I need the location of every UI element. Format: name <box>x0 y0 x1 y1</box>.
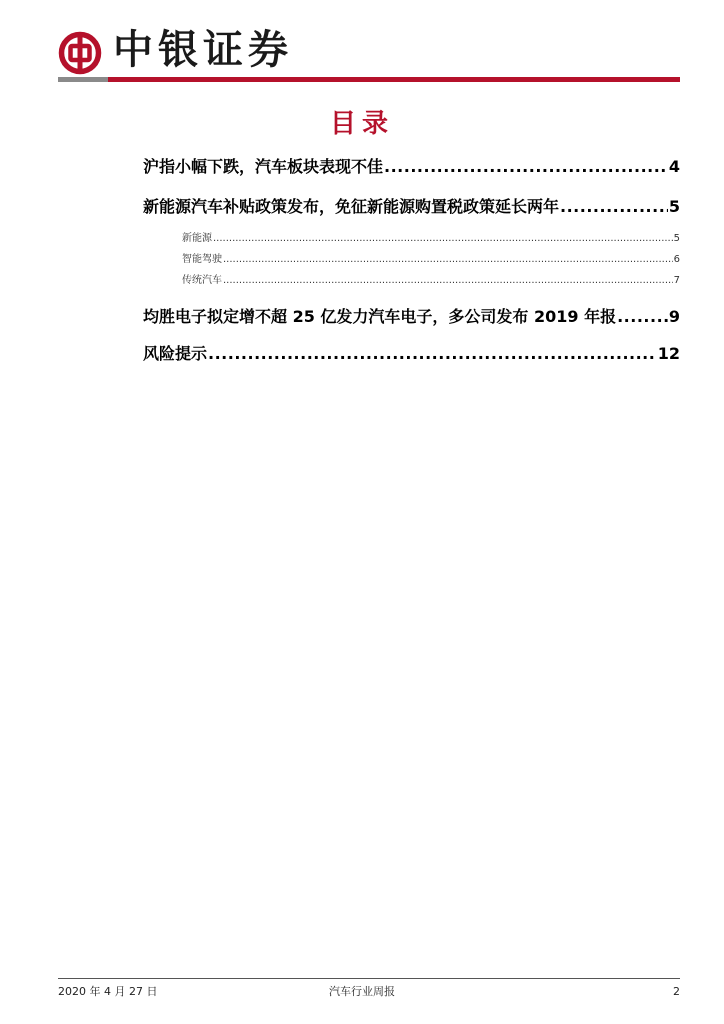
toc-entry-text: 传统汽车 <box>182 275 222 286</box>
toc-leader-dots <box>223 253 673 267</box>
toc-entry-page: 6 <box>673 254 680 265</box>
toc-entry-page: 5 <box>668 197 680 216</box>
toc-title: 目录 <box>329 109 394 139</box>
toc-leader-dots <box>223 274 673 288</box>
toc-subentry[interactable] <box>182 274 680 288</box>
header-divider-red <box>108 77 680 82</box>
toc-subentry[interactable] <box>182 232 680 246</box>
toc-entry-page: 7 <box>673 275 680 286</box>
toc-entry-page: 5 <box>673 233 680 244</box>
toc-entry-text: 新能源汽车补贴政策发布，免征新能源购置税政策延长两年 <box>143 197 560 216</box>
toc-entry[interactable] <box>143 343 680 365</box>
footer-page-number: 2 <box>673 985 680 998</box>
toc-entry[interactable] <box>143 196 680 218</box>
toc-entry[interactable] <box>143 156 680 178</box>
toc-leader-dots <box>208 343 657 365</box>
toc-entry-page: 4 <box>668 157 680 176</box>
toc-entry[interactable] <box>143 306 680 328</box>
toc-leader-dots <box>560 196 668 218</box>
page-header <box>0 0 724 90</box>
header-divider-gray <box>58 77 108 82</box>
toc-subentry[interactable] <box>182 253 680 267</box>
toc-leader-dots <box>617 306 668 328</box>
footer-date: 2020 年 4 月 27 日 <box>58 985 158 998</box>
toc-leader-dots <box>213 232 673 246</box>
toc-entry-text: 沪指小幅下跌，汽车板块表现不佳 <box>143 157 384 176</box>
footer-divider <box>58 978 680 979</box>
brand-name: 中银证券 <box>113 26 293 73</box>
toc-entry-text: 均胜电子拟定增不超 25 亿发力汽车电子，多公司发布 2019 年报 <box>143 307 617 326</box>
toc-entry-text: 风险提示 <box>143 344 208 363</box>
toc-entry-text: 新能源 <box>182 233 212 244</box>
toc-entry-text: 智能驾驶 <box>182 254 222 265</box>
bank-of-china-logo-icon <box>58 31 102 75</box>
footer-report-name: 汽车行业周报 <box>329 985 395 998</box>
toc-entry-page: 9 <box>668 307 680 326</box>
toc-entry-page: 12 <box>657 344 680 363</box>
toc-leader-dots <box>384 156 668 178</box>
